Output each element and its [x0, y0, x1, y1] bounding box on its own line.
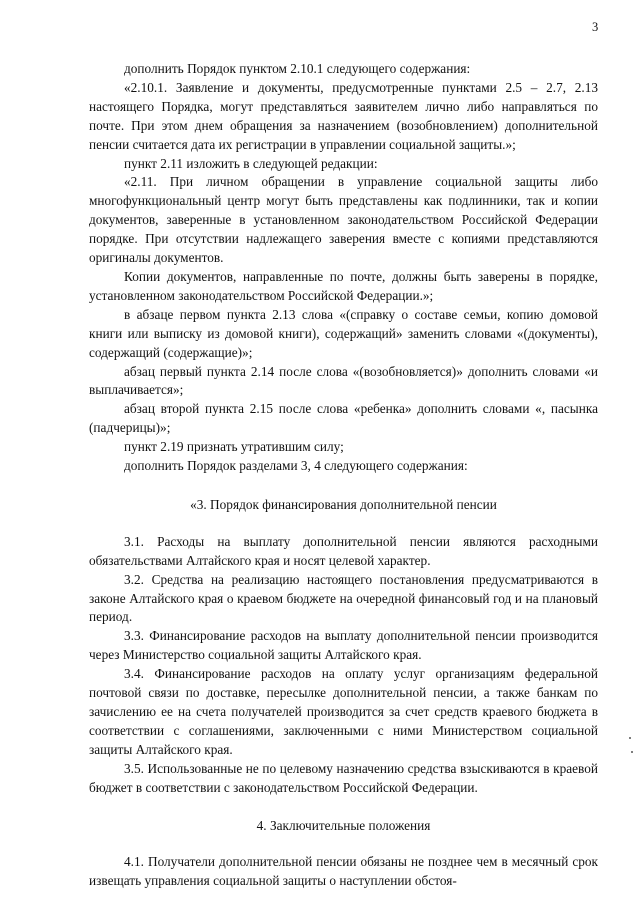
paragraph-clause-2-13: в абзаце первом пункта 2.13 слова «(справку о составе семьи, копию домовой книги или выписку из домовой книги), содержащий» заменить словами «(документы), содержащий (содержащие)»; [89, 306, 598, 360]
paragraph-add-clause-2-10-1: дополнить Порядок пунктом 2.10.1 следующего содержания: [124, 61, 471, 76]
paragraph-clause-2-10-1: «2.10.1. Заявление и документы, предусмотренные пунктами 2.5 – 2.7, 2.13 настоящего Порядка, могут представляться заявителем лично либо направляться по почте. При этом днем обращения за назначением (возобновлением) дополнительной пенсии считается дата их регистрации в управлении социальной защиты.»; [89, 79, 598, 152]
paragraph-3-4: 3.4. Финансирование расходов на оплату услуг организациям федеральной почтовой связи по доставке, пересылке дополнительной пенсии, а также банкам по зачислению ее на счета получателей производится за счет средств краевого бюджета в соответствии с соглашениями, заключенными с ними Министерством социальной защиты Алтайского края. [89, 666, 598, 757]
page-number: 3 [592, 20, 599, 34]
section-4-title: 4. Заключительные положения [256, 817, 431, 833]
paragraph-copies-by-mail: Копии документов, направленные по почте, должны быть заверены в порядке, установленном законодательством Российской Федерации.»; [89, 268, 598, 303]
section-3-title: «3. Порядок финансирования дополнительной пенсии [190, 496, 497, 512]
paragraph-clause-2-15: абзац второй пункта 2.15 после слова «ребенка» дополнить словами «, пасынка (падчерицы)»; [89, 401, 598, 436]
paragraph-clause-2-11-intro: пункт 2.11 изложить в следующей редакции: [124, 155, 378, 171]
paragraph-4-1: 4.1. Получатели дополнительной пенсии обязаны не позднее чем в месячный срок извещать управления социальной защиты о наступлении обстоя- [89, 854, 598, 889]
scan-speck [631, 751, 633, 753]
paragraph-3-5: 3.5. Использованные не по целевому назначению средства взыскиваются в краевой бюджет в соответствии с законодательством Российской Федерации. [89, 760, 598, 795]
document-body [89, 60, 598, 891]
spacer [89, 476, 598, 496]
paragraph-clause-2-14: абзац первый пункта 2.14 после слова «(возобновляется)» дополнить словами «и выплачивается»; [89, 363, 598, 398]
paragraph-clause-2-11: «2.11. При личном обращении в управление социальной защиты либо многофункциональный центр могут быть представлены как подлинники, так и копии документов, заверенные в установленном законодательством Российской Федерации порядке. При отсутствии надлежащего заверения вместе с копиями представляются оригиналы документов. [89, 174, 598, 266]
spacer [89, 515, 598, 533]
paragraph-3-2: 3.2. Средства на реализацию настоящего постановления предусматриваются в законе Алтайского края о краевом бюджете на очередной финансовый год и на плановый период. [89, 571, 598, 625]
spacer [89, 798, 598, 817]
scan-speck [629, 737, 631, 739]
paragraph-add-sections: дополнить Порядок разделами 3, 4 следующего содержания: [124, 458, 468, 474]
paragraph-clause-2-19: пункт 2.19 признать утратившим силу; [124, 439, 344, 455]
spacer [89, 835, 598, 853]
paragraph-3-3: 3.3. Финансирование расходов на выплату дополнительной пенсии производится через Министерство социальной защиты Алтайского края. [89, 628, 598, 663]
paragraph-3-1: 3.1. Расходы на выплату дополнительной пенсии являются расходными обязательствами Алтайского края и носят целевой характер. [89, 533, 598, 568]
